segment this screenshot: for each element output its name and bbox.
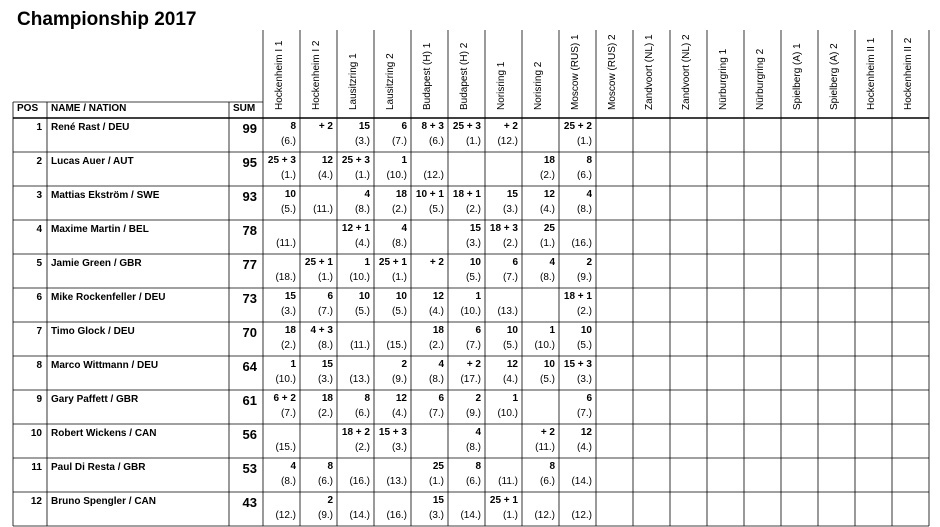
points-cell: 10 + 1 [415, 189, 444, 200]
finish-position-cell: (8.) [392, 238, 407, 249]
sum-header: SUM [233, 103, 256, 114]
finish-position-cell: (8.) [318, 340, 333, 351]
finish-position-cell: (1.) [577, 136, 592, 147]
finish-position-cell: (2.) [577, 306, 592, 317]
race-header-label: Moscow (RUS) 2 [607, 34, 618, 110]
finish-position-cell: (15.) [386, 340, 407, 351]
finish-position-cell: (11.) [350, 340, 370, 351]
points-cell: 6 [475, 325, 481, 336]
finish-position-cell: (13.) [497, 306, 518, 317]
points-cell: + 2 [429, 257, 444, 268]
points-cell: 25 + 1 [378, 257, 407, 268]
points-cell: 10 [469, 257, 481, 268]
finish-position-cell: (4.) [540, 204, 555, 215]
name-header: NAME / NATION [51, 103, 127, 114]
points-cell: 4 [364, 189, 370, 200]
position-cell: 9 [36, 394, 42, 405]
finish-position-cell: (8.) [429, 374, 444, 385]
sum-cell: 43 [242, 495, 257, 510]
points-cell: 15 [321, 359, 333, 370]
finish-position-cell: (3.) [466, 238, 481, 249]
points-cell: 1 [512, 393, 518, 404]
points-cell: 25 + 2 [563, 121, 592, 132]
finish-position-cell: (9.) [392, 374, 407, 385]
finish-position-cell: (5.) [429, 204, 444, 215]
race-header-label: Lausitzring 2 [385, 53, 396, 110]
race-header-label: Spielberg (A) 1 [792, 43, 803, 110]
points-cell: 6 + 2 [273, 393, 296, 404]
points-cell: + 2 [540, 427, 555, 438]
points-cell: 6 [401, 121, 407, 132]
points-cell: 4 [549, 257, 555, 268]
finish-position-cell: (13.) [349, 374, 370, 385]
race-header-label: Nürburgring 2 [755, 48, 766, 110]
points-cell: 2 [401, 359, 407, 370]
finish-position-cell: (3.) [503, 204, 518, 215]
finish-position-cell: (10.) [386, 170, 407, 181]
finish-position-cell: (1.) [392, 272, 407, 283]
points-cell: 12 [580, 427, 592, 438]
race-header-label: Hockenheim I 1 [274, 40, 285, 110]
points-cell: 15 [506, 189, 518, 200]
position-cell: 4 [36, 224, 42, 235]
points-cell: 12 [432, 291, 444, 302]
points-cell: 25 [543, 223, 555, 234]
points-cell: 1 [549, 325, 555, 336]
points-cell: 15 [284, 291, 296, 302]
driver-name-cell: Jamie Green / GBR [51, 258, 142, 269]
finish-position-cell: (5.) [355, 306, 370, 317]
position-cell: 3 [36, 190, 42, 201]
finish-position-cell: (7.) [466, 340, 481, 351]
finish-position-cell: (3.) [392, 442, 407, 453]
finish-position-cell: (6.) [429, 136, 444, 147]
points-cell: 4 [475, 427, 481, 438]
sum-cell: 53 [242, 461, 257, 476]
finish-position-cell: (18.) [275, 272, 296, 283]
finish-position-cell: (5.) [392, 306, 407, 317]
points-cell: 4 [401, 223, 407, 234]
finish-position-cell: (2.) [281, 340, 296, 351]
finish-position-cell: (15.) [275, 442, 296, 453]
sum-cell: 99 [242, 121, 257, 136]
points-cell: 4 [586, 189, 592, 200]
points-cell: 10 [506, 325, 518, 336]
race-header-label: Hockenheim II 2 [903, 37, 914, 110]
points-cell: 10 [543, 359, 555, 370]
finish-position-cell: (2.) [503, 238, 518, 249]
race-header-label: Spielberg (A) 2 [829, 43, 840, 110]
finish-position-cell: (9.) [466, 408, 481, 419]
finish-position-cell: (1.) [281, 170, 296, 181]
points-cell: 8 [364, 393, 370, 404]
points-cell: 6 [512, 257, 518, 268]
points-cell: 8 [549, 461, 555, 472]
sum-cell: 95 [242, 155, 257, 170]
finish-position-cell: (10.) [275, 374, 296, 385]
points-cell: 2 [586, 257, 592, 268]
points-cell: 1 [290, 359, 296, 370]
position-cell: 1 [36, 122, 42, 133]
position-cell: 7 [36, 326, 42, 337]
points-cell: + 2 [503, 121, 518, 132]
finish-position-cell: (14.) [460, 510, 481, 521]
points-cell: 15 + 3 [563, 359, 592, 370]
race-header-label: Budapest (H) 2 [459, 42, 470, 110]
points-cell: 15 [469, 223, 481, 234]
finish-position-cell: (10.) [349, 272, 370, 283]
finish-position-cell: (1.) [466, 136, 481, 147]
sum-cell: 78 [242, 223, 257, 238]
points-cell: 4 + 3 [310, 325, 333, 336]
finish-position-cell: (5.) [281, 204, 296, 215]
finish-position-cell: (1.) [355, 170, 370, 181]
finish-position-cell: (3.) [281, 306, 296, 317]
finish-position-cell: (14.) [349, 510, 370, 521]
driver-name-cell: Timo Glock / DEU [51, 326, 135, 337]
finish-position-cell: (6.) [540, 476, 555, 487]
points-cell: 1 [401, 155, 407, 166]
driver-name-cell: Robert Wickens / CAN [51, 428, 157, 439]
sum-cell: 77 [242, 257, 257, 272]
finish-position-cell: (6.) [318, 476, 333, 487]
finish-position-cell: (14.) [571, 476, 592, 487]
race-header-label: Zandvoort (NL) 2 [681, 34, 692, 110]
driver-name-cell: Marco Wittmann / DEU [51, 360, 159, 371]
finish-position-cell: (12.) [423, 170, 444, 181]
finish-position-cell: (7.) [392, 136, 407, 147]
position-cell: 2 [36, 156, 42, 167]
race-header-label: Norisring 1 [496, 61, 507, 110]
finish-position-cell: (8.) [466, 442, 481, 453]
race-header-label: Norisring 2 [533, 61, 544, 110]
sum-cell: 64 [242, 359, 257, 374]
finish-position-cell: (2.) [392, 204, 407, 215]
finish-position-cell: (8.) [355, 204, 370, 215]
points-cell: 15 + 3 [378, 427, 407, 438]
race-header-label: Lausitzring 1 [348, 53, 359, 110]
points-cell: 18 [543, 155, 555, 166]
finish-position-cell: (3.) [355, 136, 370, 147]
sum-cell: 70 [242, 325, 257, 340]
points-cell: 6 [327, 291, 333, 302]
finish-position-cell: (17.) [460, 374, 481, 385]
points-cell: 12 [321, 155, 333, 166]
driver-name-cell: Mattias Ekström / SWE [51, 190, 160, 201]
finish-position-cell: (2.) [318, 408, 333, 419]
points-cell: 18 [432, 325, 444, 336]
race-header-label: Budapest (H) 1 [422, 42, 433, 110]
position-cell: 8 [36, 360, 42, 371]
points-cell: + 2 [466, 359, 481, 370]
driver-name-cell: Bruno Spengler / CAN [51, 496, 157, 507]
points-cell: 8 [475, 461, 481, 472]
finish-position-cell: (11.) [313, 204, 333, 215]
finish-position-cell: (11.) [535, 442, 555, 453]
finish-position-cell: (7.) [318, 306, 333, 317]
finish-position-cell: (10.) [460, 306, 481, 317]
points-cell: 25 + 3 [452, 121, 481, 132]
points-cell: 8 [586, 155, 592, 166]
points-cell: 18 + 1 [452, 189, 481, 200]
points-cell: 18 + 3 [489, 223, 518, 234]
finish-position-cell: (12.) [534, 510, 555, 521]
finish-position-cell: (8.) [540, 272, 555, 283]
finish-position-cell: (2.) [466, 204, 481, 215]
driver-name-cell: Gary Paffett / GBR [51, 394, 139, 405]
points-cell: 25 + 1 [304, 257, 333, 268]
finish-position-cell: (1.) [503, 510, 518, 521]
points-cell: 25 [432, 461, 444, 472]
finish-position-cell: (12.) [275, 510, 296, 521]
points-cell: 6 [586, 393, 592, 404]
finish-position-cell: (2.) [540, 170, 555, 181]
race-header-label: Moscow (RUS) 1 [570, 34, 581, 110]
finish-position-cell: (7.) [503, 272, 518, 283]
points-cell: 10 [580, 325, 592, 336]
position-cell: 6 [36, 292, 42, 303]
driver-name-cell: Maxime Martin / BEL [51, 224, 149, 235]
points-cell: 1 [364, 257, 370, 268]
page-title: Championship 2017 [17, 9, 197, 30]
points-cell: 15 [432, 495, 444, 506]
points-cell: 10 [395, 291, 407, 302]
finish-position-cell: (10.) [534, 340, 555, 351]
finish-position-cell: (6.) [355, 408, 370, 419]
finish-position-cell: (4.) [318, 170, 333, 181]
finish-position-cell: (5.) [503, 340, 518, 351]
driver-name-cell: Lucas Auer / AUT [51, 156, 134, 167]
finish-position-cell: (4.) [392, 408, 407, 419]
position-cell: 11 [31, 462, 42, 473]
sum-cell: 73 [242, 291, 257, 306]
points-cell: 18 + 2 [341, 427, 370, 438]
position-cell: 10 [30, 428, 42, 439]
finish-position-cell: (7.) [429, 408, 444, 419]
points-cell: 12 [395, 393, 407, 404]
points-cell: 6 [438, 393, 444, 404]
finish-position-cell: (2.) [429, 340, 444, 351]
finish-position-cell: (5.) [466, 272, 481, 283]
driver-name-cell: René Rast / DEU [51, 122, 130, 133]
finish-position-cell: (5.) [577, 340, 592, 351]
finish-position-cell: (16.) [386, 510, 407, 521]
driver-name-cell: Mike Rockenfeller / DEU [51, 292, 166, 303]
pos-header: POS [17, 103, 39, 114]
finish-position-cell: (4.) [577, 442, 592, 453]
points-cell: 15 [358, 121, 370, 132]
points-cell: 12 + 1 [341, 223, 370, 234]
finish-position-cell: (3.) [429, 510, 444, 521]
points-cell: + 2 [318, 121, 333, 132]
finish-position-cell: (1.) [540, 238, 555, 249]
points-cell: 12 [506, 359, 518, 370]
points-cell: 10 [358, 291, 370, 302]
finish-position-cell: (1.) [429, 476, 444, 487]
points-cell: 8 [327, 461, 333, 472]
points-cell: 4 [290, 461, 296, 472]
position-cell: 12 [30, 496, 42, 507]
finish-position-cell: (9.) [577, 272, 592, 283]
finish-position-cell: (4.) [503, 374, 518, 385]
finish-position-cell: (1.) [318, 272, 333, 283]
finish-position-cell: (7.) [281, 408, 296, 419]
sum-cell: 56 [242, 427, 257, 442]
race-header-label: Zandvoort (NL) 1 [644, 34, 655, 110]
finish-position-cell: (12.) [497, 136, 518, 147]
position-cell: 5 [36, 258, 42, 269]
points-cell: 25 + 1 [489, 495, 518, 506]
points-cell: 25 + 3 [341, 155, 370, 166]
finish-position-cell: (16.) [349, 476, 370, 487]
points-cell: 12 [543, 189, 555, 200]
finish-position-cell: (16.) [571, 238, 592, 249]
finish-position-cell: (6.) [466, 476, 481, 487]
finish-position-cell: (6.) [577, 170, 592, 181]
finish-position-cell: (8.) [281, 476, 296, 487]
finish-position-cell: (11.) [276, 238, 296, 249]
points-cell: 18 [321, 393, 333, 404]
points-cell: 25 + 3 [267, 155, 296, 166]
points-cell: 18 + 1 [563, 291, 592, 302]
sum-cell: 93 [242, 189, 257, 204]
points-cell: 2 [327, 495, 333, 506]
points-cell: 10 [284, 189, 296, 200]
points-cell: 8 + 3 [421, 121, 444, 132]
finish-position-cell: (9.) [318, 510, 333, 521]
finish-position-cell: (11.) [498, 476, 518, 487]
points-cell: 1 [475, 291, 481, 302]
driver-name-cell: Paul Di Resta / GBR [51, 462, 146, 473]
finish-position-cell: (4.) [355, 238, 370, 249]
points-cell: 4 [438, 359, 444, 370]
points-cell: 8 [290, 121, 296, 132]
finish-position-cell: (3.) [577, 374, 592, 385]
race-header-label: Hockenheim II 1 [866, 37, 877, 110]
finish-position-cell: (10.) [497, 408, 518, 419]
finish-position-cell: (4.) [429, 306, 444, 317]
finish-position-cell: (6.) [281, 136, 296, 147]
finish-position-cell: (5.) [540, 374, 555, 385]
sum-cell: 61 [242, 393, 257, 408]
points-cell: 2 [475, 393, 481, 404]
finish-position-cell: (3.) [318, 374, 333, 385]
race-header-label: Hockenheim I 2 [311, 40, 322, 110]
race-header-label: Nürburgring 1 [718, 48, 729, 110]
points-cell: 18 [284, 325, 296, 336]
finish-position-cell: (12.) [571, 510, 592, 521]
finish-position-cell: (7.) [577, 408, 592, 419]
finish-position-cell: (13.) [386, 476, 407, 487]
points-cell: 18 [395, 189, 407, 200]
finish-position-cell: (2.) [355, 442, 370, 453]
finish-position-cell: (8.) [577, 204, 592, 215]
